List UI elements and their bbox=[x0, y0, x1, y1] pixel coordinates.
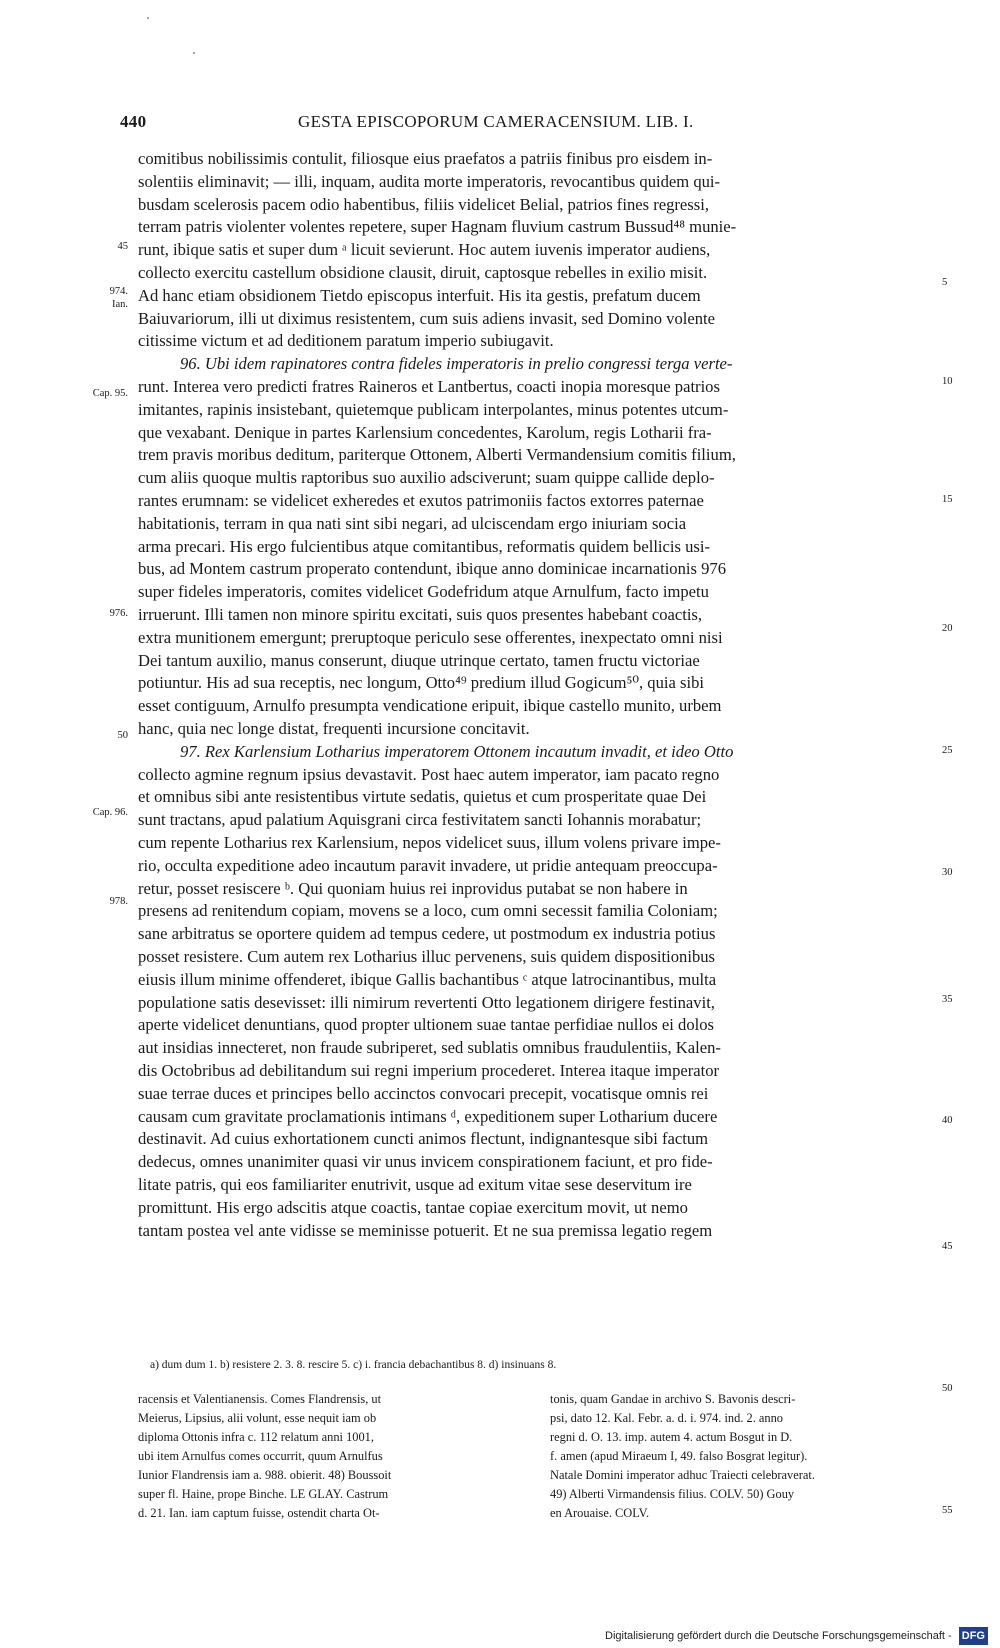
text-line: extra munitionem emergunt; preruptoque periculo sese offerentes, inexpectato omni nisi bbox=[138, 628, 723, 647]
text-line: collecto agmine regnum ipsius devastavit. Post haec autem imperator, iam pacato regno bbox=[138, 765, 720, 784]
text-line: populatione satis desevisset: illi nimirum revertenti Otto legationem dirigere festinavit, bbox=[138, 993, 715, 1012]
text-line: sane arbitratus se oportere quidem ad tempus cedere, ut postmodum ex industria potius bbox=[138, 924, 716, 943]
margin-line-number: 45 bbox=[942, 1241, 953, 1252]
scan-speck bbox=[147, 17, 149, 19]
text-line: causam cum gravitate proclamationis intimans ᵈ, expeditionem super Lotharium ducere bbox=[138, 1107, 718, 1126]
digitization-banner bbox=[605, 1627, 1000, 1645]
footnote-line: tonis, quam Gandae in archivo S. Bavonis descri- bbox=[550, 1392, 796, 1406]
text-line: dedecus, omnes unanimiter quasi vir unus invicem conspirationem faciunt, et pro fide- bbox=[138, 1152, 713, 1171]
text-line: destinavit. Ad cuius exhortationem cuncti animos flectunt, indignantesque sibi factum bbox=[138, 1129, 709, 1148]
text-line: cum repente Lotharius rex Karlensium, nepos videlicet suus, illum volens privare impe- bbox=[138, 833, 721, 852]
dfg-logo: DFG bbox=[959, 1627, 988, 1645]
text-line: posset resistere. Cum autem rex Lotharius illuc pervenens, suis quidem dispositionibus bbox=[138, 947, 716, 966]
text-line: collecto exercitu castellum obsidione clausit, diruit, captosque rebelles in exilio misit. bbox=[138, 263, 708, 282]
footnotes-column-left bbox=[138, 1390, 520, 1523]
text-line: citissime victum et ad deditionem paratum imperio subiugavit. bbox=[138, 331, 554, 350]
text-line: aut insidias innecteret, non fraude subriperet, sed sublatis omnibus fraudulentiis, Kalen- bbox=[138, 1038, 721, 1057]
text-line: sunt tractans, apud palatium Aquisgrani circa festivitatem sancti Iohannis morabatur; bbox=[138, 810, 702, 829]
margin-year: 974. bbox=[109, 286, 128, 297]
margin-year: 976. bbox=[109, 608, 128, 619]
margin-line-number: 20 bbox=[942, 623, 953, 634]
text-line: cum aliis quoque multis raptoribus suo auxilio adsciverunt; suam quippe callide deplo- bbox=[138, 468, 715, 487]
text-line: runt. Interea vero predicti fratres Raineros et Lantbertus, coacti inopia moresque patrios bbox=[138, 377, 720, 396]
text-line: dis Octobribus ad debilitandum sui regni imperium procederet. Interea itaque imperator bbox=[138, 1061, 720, 1080]
footnote-line: racensis et Valentianensis. Comes Flandrensis, ut bbox=[138, 1392, 382, 1406]
footnotes-column-right bbox=[550, 1390, 932, 1523]
margin-line-number: 55 bbox=[942, 1505, 953, 1516]
text-line: aperte videlicet denuntians, quod propter ultionem suae tantae perfidiae nullos ei dolos bbox=[138, 1015, 714, 1034]
running-title: GESTA EPISCOPORUM CAMERACENSIUM. LIB. I. bbox=[298, 112, 694, 131]
text-line: rantes erumnam: se videlicet exheredes et exutos patrimoniis factos extorres paternae bbox=[138, 491, 704, 510]
text-line: suae terrae duces et principes bello accinctos convocari precepit, vocatisque omnis rei bbox=[138, 1084, 709, 1103]
margin-line-number: 15 bbox=[942, 494, 953, 505]
text-line: potiuntur. His ad sua receptis, nec longum, Otto⁴⁹ predium illud Gogicum⁵⁰, quia sibi bbox=[138, 673, 704, 692]
footnote-line: f. amen (apud Miraeum I, 49. falso Bosgrat legitur). bbox=[550, 1449, 808, 1463]
margin-line-number: 40 bbox=[942, 1115, 953, 1126]
footnote-line: ubi item Arnulfus comes occurrit, quum Arnulfus bbox=[138, 1449, 383, 1463]
margin-line-number: 5 bbox=[942, 277, 948, 288]
page-number: 440 bbox=[120, 112, 147, 131]
footnote-line: d. 21. Ian. iam captum fuisse, ostendit charta Ot- bbox=[138, 1506, 380, 1520]
page-header bbox=[120, 112, 820, 136]
text-line: irruerunt. Illi tamen non minore spiritu excitati, suis quos presentes habebant coactis, bbox=[138, 605, 703, 624]
margin-line-number: 35 bbox=[942, 994, 953, 1005]
footnote-line: Iunior Flandrensis iam a. 988. obierit. 48) Boussoit bbox=[138, 1468, 392, 1482]
text-line: imitantes, rapinis insistebant, quietemque publicam interpolantes, minus potentes utcum- bbox=[138, 400, 729, 419]
margin-line-number: 10 bbox=[942, 376, 953, 387]
margin-chapter-ref: Cap. 95. bbox=[92, 388, 128, 399]
margin-line-number: 25 bbox=[942, 745, 953, 756]
text-line: esset contiguum, Arnulfo presumpta vendicatione eripuit, ibique castello munito, urbem bbox=[138, 696, 722, 715]
text-line: trem pravis moribus deditum, pariterque Ottonem, Alberti Vermandensium comitis filium, bbox=[138, 445, 736, 464]
text-line: Baiuvariorum, illi ut diximus resistentem, cum suis adiens invasit, sed Domino volente bbox=[138, 309, 716, 328]
margin-chapter-ref: Cap. 96. bbox=[92, 807, 128, 818]
text-line: super fideles imperatoris, comites videlicet Godefridum atque Arnulfum, facto impetu bbox=[138, 582, 709, 601]
text-line: presens ad renitendum copiam, movens se a loco, cum omni secessit familia Coloniam; bbox=[138, 901, 718, 920]
margin-line-number: 50 bbox=[942, 1383, 953, 1394]
text-line: promittunt. His ergo adscitis atque coactis, tantae copiae exercitum movit, ut nemo bbox=[138, 1198, 688, 1217]
margin-month: Ian. bbox=[111, 299, 128, 310]
text-line: habitationis, terram in qua nati sint sibi negari, ad ulciscendam ergo iniuriam socia bbox=[138, 514, 687, 533]
text-line: comitibus nobilissimis contulit, filiosque eius praefatos a patriis finibus pro eisdem in- bbox=[138, 149, 713, 168]
text-line: tantam postea vel ante vidisse se meminisse potuerit. Et ne sua premissa legatio regem bbox=[138, 1221, 713, 1240]
variant-readings: a) dum dum 1. b) resistere 2. 3. 8. rescire 5. c) i. francia debachantibus 8. d) insinuans 8. bbox=[150, 1359, 557, 1371]
margin-line-number: 50 bbox=[117, 730, 128, 741]
scan-speck bbox=[193, 52, 195, 54]
text-line: Dei tantum auxilio, manus conserunt, diuque utrinque certato, tamen fructu victoriae bbox=[138, 651, 700, 670]
text-line: 96. Ubi idem rapinatores contra fideles imperatoris in prelio congressi terga verte- bbox=[180, 354, 733, 373]
footnote-line: 49) Alberti Virmandensis filius. COLV. 50) Gouy bbox=[550, 1487, 795, 1501]
text-line: runt, ibique satis et super dum ᵃ licuit sevierunt. Hoc autem iuvenis imperator audiens, bbox=[138, 240, 711, 259]
text-line: arma precari. His ergo fulcientibus atque comitantibus, reformatis quidem bellicis usi- bbox=[138, 537, 711, 556]
text-line: que vexabant. Denique in partes Karlensium concedentes, Karolum, regis Lotharii fra- bbox=[138, 423, 712, 442]
text-line: 97. Rex Karlensium Lotharius imperatorem Ottonem incautum invadit, et ideo Otto bbox=[180, 742, 734, 761]
text-line: eiusis illum minime offenderet, ibique Gallis bachantibus ᶜ atque latrocinantibus, multa bbox=[138, 970, 717, 989]
text-line: litate patris, qui eos familiariter enutrivit, usque ad exitum vitae sese deservitum ire bbox=[138, 1175, 692, 1194]
margin-line-number: 45 bbox=[117, 241, 128, 252]
text-line: solentiis eliminavit; — illi, inquam, audita morte imperatoris, revocantibus quidem qui- bbox=[138, 172, 721, 191]
footnote-line: diploma Ottonis infra c. 112 relatum anni 1001, bbox=[138, 1430, 374, 1444]
footnote-line: Natale Domini imperator adhuc Traiecti celebraverat. bbox=[550, 1468, 815, 1482]
margin-year: 978. bbox=[109, 896, 128, 907]
text-line: hanc, quia nec longe distat, frequenti incursione concitavit. bbox=[138, 719, 530, 738]
footnote-line: psi, dato 12. Kal. Febr. a. d. i. 974. ind. 2. anno bbox=[550, 1411, 783, 1425]
margin-line-number: 30 bbox=[942, 867, 953, 878]
footnote-line: en Arouaise. COLV. bbox=[550, 1506, 650, 1520]
footnote-line: super fl. Haine, prope Binche. LE GLAY. Castrum bbox=[138, 1487, 389, 1501]
text-line: et omnibus sibi ante resistentibus virtute sedatis, quietus et cum prosperitate quae Dei bbox=[138, 787, 707, 806]
text-line: terram patris violenter volentes repetere, super Hagnam fluvium castrum Bussud⁴⁸ munie- bbox=[138, 217, 737, 236]
text-line: Ad hanc etiam obsidionem Tietdo episcopus interfuit. His ita gestis, prefatum ducem bbox=[138, 286, 701, 305]
footnote-line: Meierus, Lipsius, alii volunt, esse nequit iam ob bbox=[138, 1411, 377, 1425]
text-line: retur, posset resiscere ᵇ. Qui quoniam huius rei inprovidus putabat se non habere in bbox=[138, 879, 688, 898]
text-line: bus, ad Montem castrum properato contendunt, ibique anno dominicae incarnationis 976 bbox=[138, 559, 727, 578]
banner-text: Digitalisierung gefördert durch die Deutsche Forschungsgemeinschaft - bbox=[605, 1630, 952, 1642]
text-line: rio, occulta expeditione adeo incautum paravit invadere, ut pridie antequam preoccupa- bbox=[138, 856, 718, 875]
text-line: busdam scelerosis pacem odio habentibus, filiis videlicet Belial, patrios fines regressi, bbox=[138, 195, 709, 214]
footnote-line: regni d. O. 13. imp. autem 4. actum Bosgut in D. bbox=[550, 1430, 793, 1444]
